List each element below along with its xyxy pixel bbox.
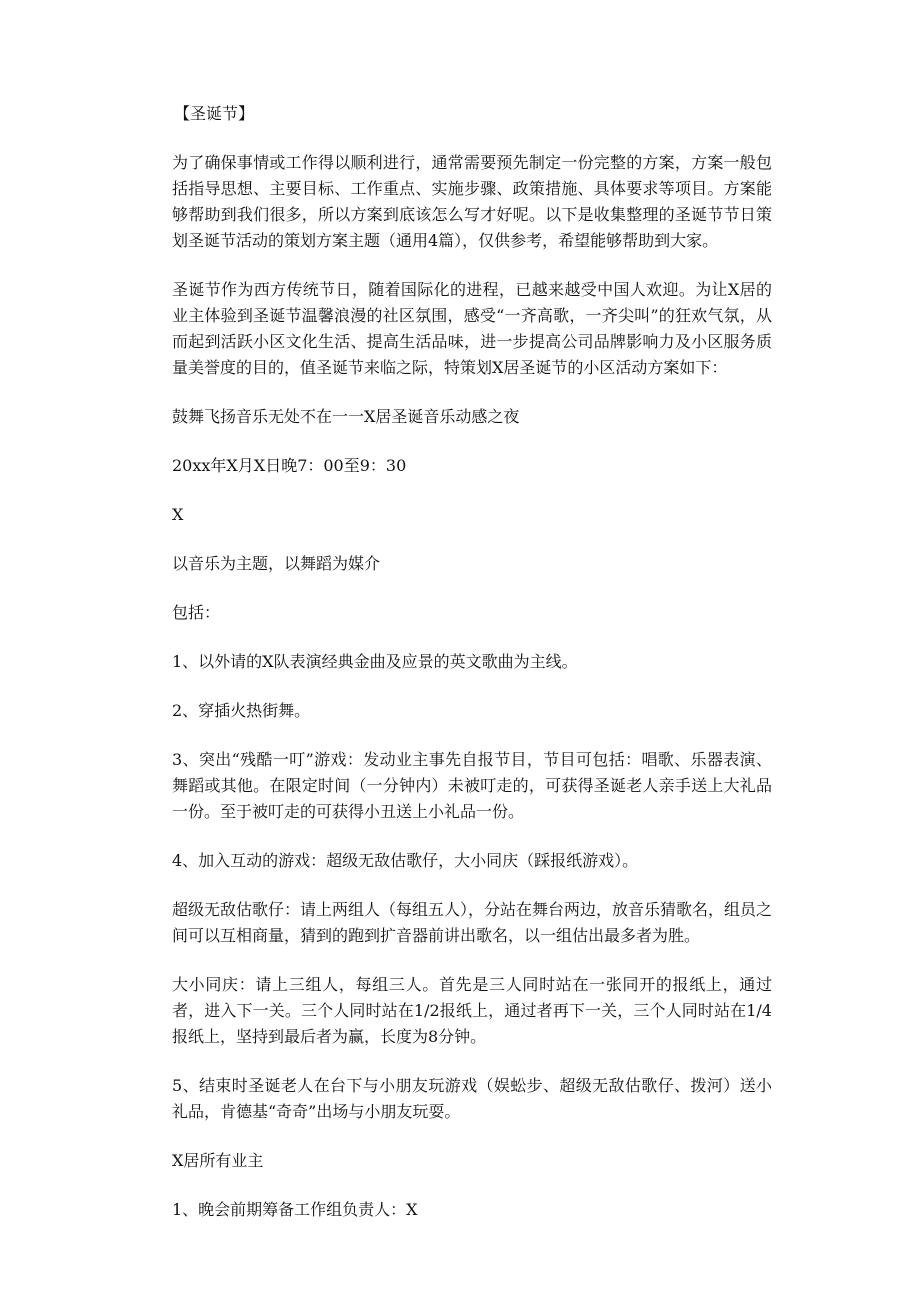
background-paragraph: 圣诞节作为西方传统节日，随着国际化的进程，已越来越受中国人欢迎。为让X居的业主体验到圣诞节温馨浪漫的社区氛围，感受“一齐高歌，一齐尖叫”的狂欢气氛，从而起到活跃小区文化生活、提高生活品味，进一步提高公司品牌影响力及小区服务质量美誉度的目的，值圣诞节来临之际，特策划X居圣诞节的小区活动方案如下：: [172, 280, 772, 377]
event-location: X: [172, 505, 184, 524]
participants: X居所有业主: [172, 1151, 264, 1170]
document-body: [172, 101, 772, 1246]
intro-paragraph: 为了确保事情或工作得以顺利进行，通常需要预先制定一份完整的方案，方案一般包括指导思想、主要目标、工作重点、实施步骤、政策措施、具体要求等项目。方案能够帮助到我们很多，所以方案到底该怎么写才好呢。以下是收集整理的圣诞节节日策划圣诞节活动的策划方案主题（通用4篇），仅供参考，希望能够帮助到大家。: [172, 153, 772, 250]
list-item: 5、结束时圣诞老人在台下与小朋友玩游戏（娱蚣步、超级无敌估歌仔、拨河）送小礼品，肯德基“奇奇”出场与小朋友玩耍。: [172, 1076, 772, 1121]
event-theme: 鼓舞飞扬音乐无处不在一一X居圣诞音乐动感之夜: [172, 407, 520, 426]
list-item: 2、穿插火热街舞。: [172, 701, 311, 720]
list-item: 3、突出“残酷一叮”游戏：发动业主事先自报节目，节目可包括：唱歌、乐器表演、舞蹈或其他。在限定时间（一分钟内）未被叮走的，可获得圣诞老人亲手送上大礼品一份。至于被叮走的可获得小丑送上小礼品一份。: [172, 750, 772, 821]
game-description: 超级无敌估歌仔：请上两组人（每组五人），分站在舞台两边，放音乐猜歌名，组员之间可以互相商量，猜到的跑到扩音器前讲出歌名，以一组估出最多者为胜。: [172, 900, 773, 945]
event-time: 20xx年X月X日晚7：00至9：30: [172, 456, 407, 475]
contents-heading: 包括：: [172, 603, 221, 622]
list-item: 1、晚会前期筹备工作组负责人：X: [172, 1200, 418, 1219]
event-concept: 以音乐为主题，以舞蹈为媒介: [172, 554, 381, 573]
list-item: 1、以外请的X队表演经典金曲及应景的英文歌曲为主线。: [172, 652, 578, 671]
document-title: 【圣诞节】: [174, 104, 255, 123]
list-item: 4、加入互动的游戏：超级无敌估歌仔，大小同庆（踩报纸游戏）。: [172, 851, 639, 870]
game-description: 大小同庆：请上三组人，每组三人。首先是三人同时站在一张同开的报纸上，通过者，进入下一关。三个人同时站在1/2报纸上，通过者再下一关，三个人同时站在1/4报纸上，坚持到最后者为赢，长度为8分钟。: [172, 975, 772, 1046]
